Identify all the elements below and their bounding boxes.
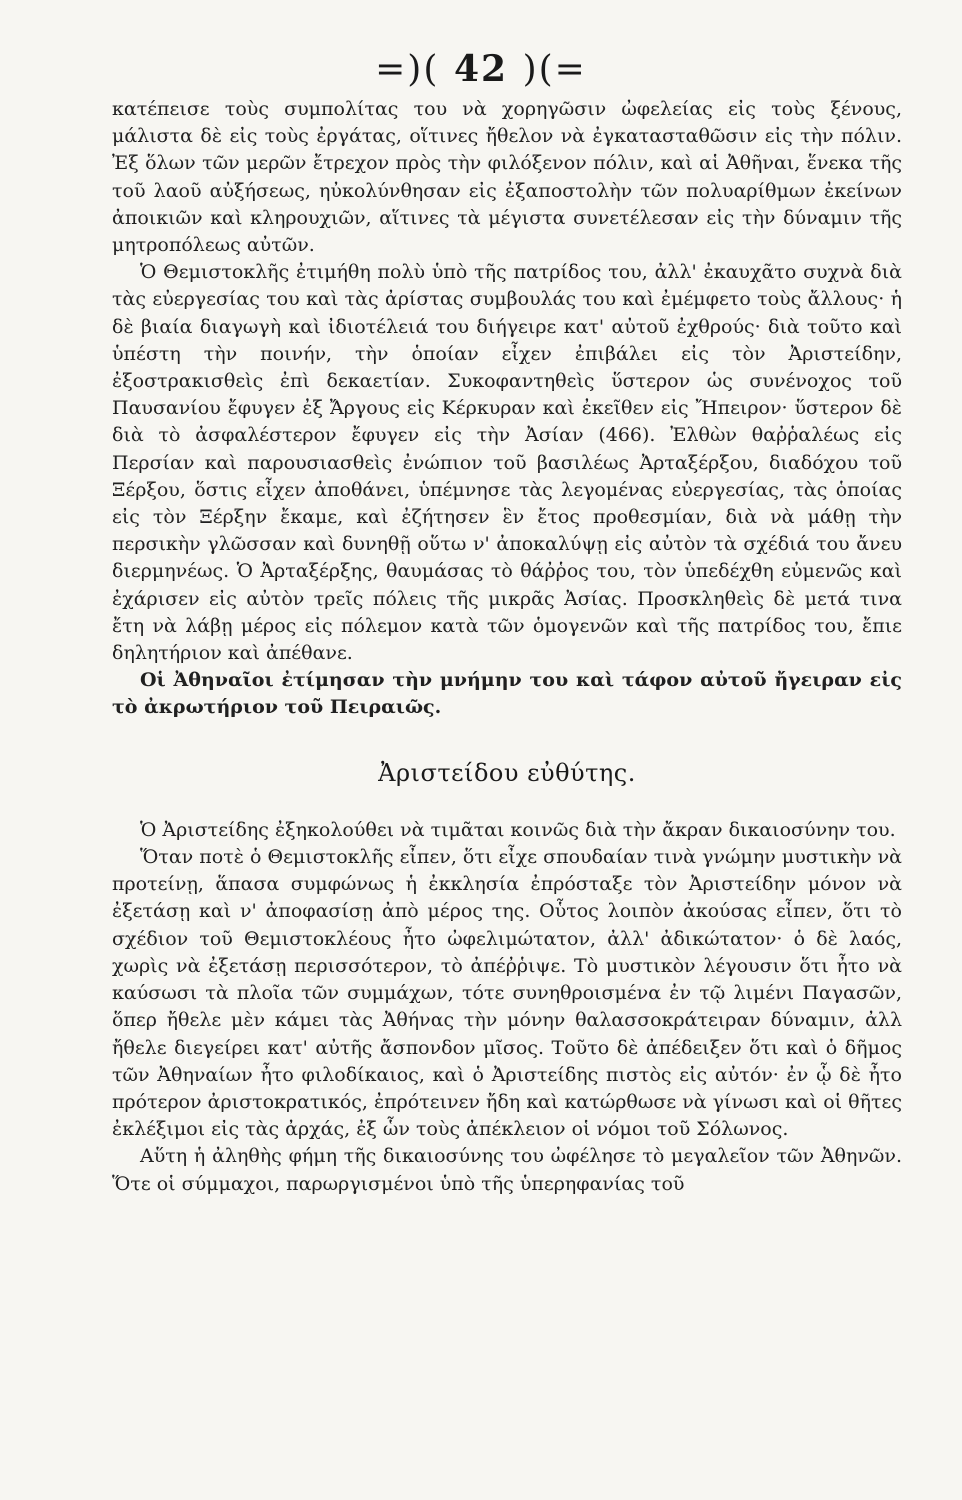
paragraph-reputation: Αὕτη ἡ ἀληθὴς φήμη τῆς δικαιοσύνης του ὠφέλησε τὸ μεγαλεῖον τῶν Ἀθηνῶν. Ὅτε οἱ σύμμαχοι, παρωργισμένοι ὑπὸ τῆς ὑπερηφανίας τοῦ bbox=[112, 1145, 902, 1195]
paragraph-secret-plan: Ὅταν ποτὲ ὁ Θεμιστοκλῆς εἶπεν, ὅτι εἶχε σπουδαίαν τινὰ γνώμην μυστικὴν νὰ προτείνῃ, ἅπασα συμφώνως ἡ ἐκκλησία ἐπρόσταξε τὸν Ἀριστείδην μόνον νὰ ἐξετάσῃ καὶ ν' ἀποφασίσῃ ἀπὸ μέρος της. Οὗτος λοιπὸν ἀκούσας εἶπεν, ὅτι τὸ σχέδιον τοῦ Θεμιστοκλέους ἦτο ὠφελιμώτατον, ἀλλ' ἀδικώτατον· ὁ δὲ λαός, χωρὶς νὰ ἐξετάσῃ περισσότερον, τὸ ἀπέῤῥιψε. Τὸ μυστικὸν λέγουσιν ὅτι ἦτο νὰ καύσωσι τὰ πλοῖα τῶν συμμάχων, τότε συνηθροισμένα ἐν τῷ λιμένι Παγασῶν, ὅπερ ἤθελε μὲν κάμει τὰς Ἀθήνας τὴν μόνην θαλασσοκράτειραν δύναμιν, ἀλλ ἤθελε διεγείρει κατ' αὐτῆς ἄσπονδον μῖσος. Τοῦτο δὲ ἀπέδειξεν ὅτι καὶ ὁ δῆμος τῶν Ἀθηναίων ἦτο φιλοδίκαιος, καὶ ὁ Ἀριστείδης πιστὸς εἰς αὐτόν· ἐν ᾧ δὲ ἦτο πρότερον ἀριστοκρατικός, ἐπρότεινεν ἤδη καὶ κατώρθωσε νὰ γίνωσι καὶ οἱ θῆτες ἐκλέξιμοι εἰς τὰς ἀρχάς, ἐξ ὧν τοὺς ἀπέκλειον οἱ νόμοι τοῦ Σόλωνος. bbox=[112, 846, 902, 1141]
paragraph-aristides-justice: Ὁ Ἀριστείδης ἐξηκολούθει νὰ τιμᾶται κοινῶς διὰ τὴν ἄκραν δικαιοσύνην του. bbox=[140, 818, 896, 841]
paragraph-continuation: κατέπεισε τοὺς συμπολίτας του νὰ χορηγῶσιν ὠφελείας εἰς τοὺς ξένους, μάλιστα δὲ εἰς τοὺς ἐργάτας, οἵτινες ἤθελον νὰ ἐγκατασταθῶσιν εἰς τὴν πόλιν. Ἐξ ὅλων τῶν μερῶν ἔτρεχον πρὸς τὴν φιλόξενον πόλιν, καὶ αἱ Ἀθῆναι, ἕνεκα τῆς τοῦ λαοῦ αὐξήσεως, ηὐκολύνθησαν εἰς ἐξαποστολὴν τῶν πολυαρίθμων ἐκείνων ἀποικιῶν καὶ κληρουχιῶν, αἵτινες τὰ μέγιστα συνετέλεσαν εἰς τὴν δύναμιν τῆς μητροπόλεως αὐτῶν. bbox=[112, 98, 902, 257]
section-heading: Ἀριστείδου εὐθύτης. bbox=[378, 758, 636, 787]
page-number: 42 bbox=[453, 48, 509, 90]
page-header bbox=[0, 48, 962, 90]
header-right-ornament: )(= bbox=[522, 49, 587, 90]
body-text bbox=[112, 96, 902, 1198]
paragraph-themistocles: Ὁ Θεμιστοκλῆς ἐτιμήθη πολὺ ὑπὸ τῆς πατρίδος του, ἀλλ' ἐκαυχᾶτο συχνὰ διὰ τὰς εὐεργεσίας του καὶ τὰς ἀρίστας συμβουλάς του καὶ ἐμέμφετο τοὺς ἄλλους· ἡ δὲ βιαία διαγωγὴ καὶ ἰδιοτέλειά του διήγειρε κατ' αὐτοῦ ἐχθρούς· διὰ τοῦτο καὶ ὑπέστη τὴν ποινήν, τὴν ὁποίαν εἶχεν ἐπιβάλει εἰς τὸν Ἀριστείδην, ἐξοστρακισθεὶς ἐπὶ δεκαετίαν. Συκοφαντηθεὶς ὕστερον ὡς συνένοχος τοῦ Παυσανίου ἔφυγεν ἐξ Ἄργους εἰς Κέρκυραν καὶ ἐκεῖθεν εἰς Ἤπειρον· ὕστερον δὲ διὰ τὸ ἀσφαλέστερον ἔφυγεν εἰς τὴν Ἀσίαν (466). Ἐλθὼν θαῤῥαλέως εἰς Περσίαν καὶ παρουσιασθεὶς ἐνώπιον τοῦ βασιλέως Ἀρταξέρξου, διαδόχου τοῦ Ξέρξου, ὅστις εἶχεν ἀποθάνει, ὑπέμνησε τὰς λεγομένας εὐεργεσίας, τὰς ὁποίας εἰς τὸν Ξέρξην ἔκαμε, καὶ ἐζήτησεν ἓν ἔτος προθεσμίαν, διὰ νὰ μάθῃ τὴν περσικὴν γλῶσσαν καὶ δυνηθῇ οὕτω ν' ἀποκαλύψῃ εἰς αὐτὸν τὰ σχέδιά του ἄνευ διερμηνέως. Ὁ Ἀρταξέρξης, θαυμάσας τὸ θάῤῥος του, τὸν ὑπεδέχθη εὐμενῶς καὶ ἐχάρισεν εἰς αὐτὸν τρεῖς πόλεις τῆς μικρᾶς Ἀσίας. Προσκληθεὶς δὲ μετά τινα ἔτη νὰ λάβῃ μέρος εἰς πόλεμον κατὰ τῶν ὁμογενῶν καὶ τῆς πατρίδος του, ἔπιε δηλητήριον καὶ ἀπέθανε. bbox=[112, 261, 902, 665]
header-left-ornament: =)( bbox=[375, 49, 440, 90]
paragraph-athenians-honor: Οἱ Ἀθηναῖοι ἐτίμησαν τὴν μνήμην του καὶ τάφον αὐτοῦ ἤγειραν εἰς τὸ ἀκρωτήριον τοῦ Πειραιῶς. bbox=[112, 669, 902, 719]
